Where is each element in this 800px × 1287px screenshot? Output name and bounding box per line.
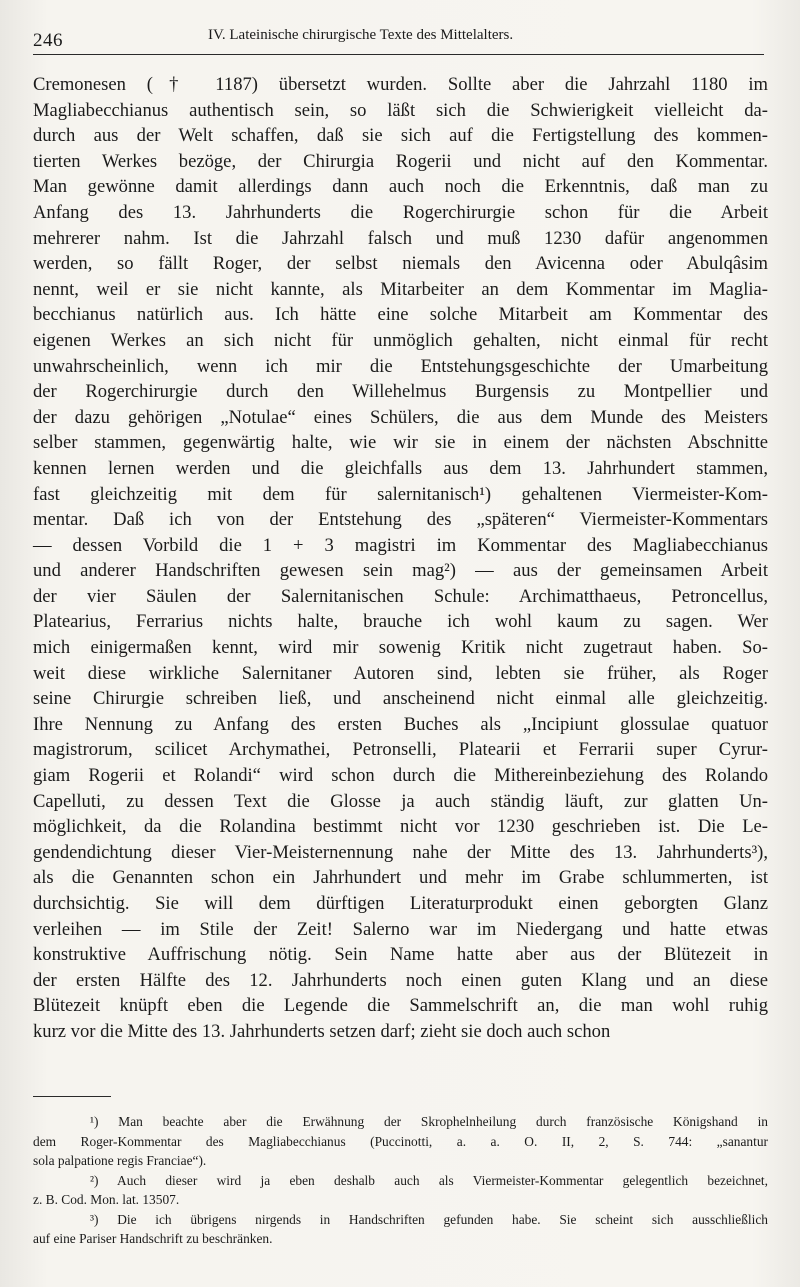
body-line: mehrerer nahm. Ist die Jahrzahl falsch und muß 1230 dafür angenommen	[33, 227, 768, 249]
body-line: Blütezeit knüpft eben die Legende die Sammelschrift an, die man wohl ruhig	[33, 995, 768, 1017]
body-line: und anderer Handschriften gewesen sein mag²) — aus der gemeinsamen Arbeit	[33, 560, 768, 582]
body-line: Platearius, Ferrarius nichts halte, brauche ich wohl kaum zu sagen. Wer	[33, 611, 768, 633]
body-line: unwahrscheinlich, wenn ich mir die Entstehungsgeschichte der Umarbeitung	[33, 355, 768, 377]
body-line: becchianus natürlich aus. Ich hätte eine solche Mitarbeit am Kommentar des	[33, 304, 768, 326]
body-line: der ersten Hälfte des 12. Jahrhunderts noch einen guten Klang und an diese	[33, 969, 768, 991]
body-line: Man gewönne damit allerdings dann auch noch die Erkenntnis, daß man zu	[33, 176, 768, 198]
body-line: Capelluti, zu dessen Text die Glosse ja auch ständig läuft, zur glatten Un-	[33, 790, 768, 812]
footnote-1-end: sola palpatione regis Franciae“).	[33, 1153, 207, 1168]
running-head: IV. Lateinische chirurgische Texte des Mittelalters.	[208, 27, 514, 43]
footnote-3-end: auf eine Pariser Handschrift zu beschränken.	[33, 1231, 273, 1246]
body-line: magistrorum, scilicet Archymathei, Petronselli, Platearii et Ferrarii super Cyrur-	[33, 739, 768, 761]
body-line: nennt, weil er sie nicht kannte, als Mitarbeiter an dem Kommentar im Maglia-	[33, 278, 768, 300]
footnote-2: ²) Auch dieser wird ja eben deshalb auch als Viermeister-Kommentar gelegentlich bezeichnet,	[90, 1172, 768, 1188]
body-line: durchsichtig. Sie will dem dürftigen Literaturprodukt einen geborgten Glanz	[33, 893, 768, 914]
body-line: fast gleichzeitig mit dem für salernitanisch¹) gehaltenen Viermeister-Kom-	[33, 483, 768, 505]
body-line: selber stammen, gegenwärtig halte, wie wir sie in einem der nächsten Abschnitte	[33, 432, 768, 454]
body-line: der dazu gehörigen „Notulae“ eines Schülers, die aus dem Munde des Meisters	[33, 406, 768, 428]
body-line: verleihen — im Stile der Zeit! Salerno war im Niedergang und hatte etwas	[33, 918, 768, 940]
body-line: kennen lernen werden und die gleichfalls aus dem 13. Jahrhundert stammen,	[33, 457, 768, 479]
footnote-3: ³) Die ich übrigens nirgends in Handschriften gefunden habe. Sie scheint sich ausschließlich	[90, 1211, 768, 1227]
footnote-divider	[33, 1096, 111, 1097]
body-line: seine Chirurgie schreiben ließ, und anscheinend nicht einmal alle gleichzeitig.	[33, 688, 768, 710]
body-line: konstruktive Auffrischung nötig. Sein Name hatte aber aus der Blütezeit in	[33, 944, 768, 966]
body-line: Anfang des 13. Jahrhunderts die Rogerchirurgie schon für die Arbeit	[33, 201, 768, 223]
body-line: Magliabecchianus authentisch sein, so läßt sich die Schwierigkeit vielleicht da-	[33, 99, 768, 121]
body-line: der Rogerchirurgie durch den Willehelmus Burgensis zu Montpellier und	[33, 381, 768, 403]
body-line: Ihre Nennung zu Anfang des ersten Buches als „Incipiunt glossulae quatuor	[33, 713, 768, 735]
body-line: möglichkeit, da die Rolandina bestimmt nicht vor 1230 geschrieben ist. Die Le-	[33, 816, 768, 838]
page-header	[33, 24, 764, 55]
body-line: Cremonesen († 1187) übersetzt wurden. Sollte aber die Jahrzahl 1180 im	[33, 74, 768, 95]
footnote-2-end: z. B. Cod. Mon. lat. 13507.	[33, 1192, 180, 1207]
body-line: werden, so fällt Roger, der selbst niemals den Avicenna oder Abulqâsim	[33, 253, 768, 275]
body-line: tierten Werkes bezöge, der Chirurgia Rogerii und nicht auf den Kommentar.	[33, 150, 768, 172]
footnotes	[33, 1112, 768, 1249]
body-line: mentar. Daß ich von der Entstehung des „späteren“ Viermeister-Kommentars	[33, 509, 768, 531]
body-line: als die Genannten schon ein Jahrhundert und mehr im Grabe schlummerten, ist	[33, 867, 768, 889]
body-line: gendendichtung dieser Vier-Meisternennung nahe der Mitte des 13. Jahrhunderts³),	[33, 841, 768, 863]
body-line: — dessen Vorbild die 1 + 3 magistri im Kommentar des Magliabecchianus	[33, 534, 768, 556]
footnote-1-cont: dem Roger-Kommentar des Magliabecchianus (Puccinotti, a. a. O. II, 2, S. 744: „sanantur	[33, 1133, 768, 1149]
body-line: kurz vor die Mitte des 13. Jahrhunderts setzen darf; zieht sie doch auch schon	[33, 1020, 611, 1042]
body-line: mich einigermaßen kennt, wird mir sowenig Kritik nicht zugetraut haben. So-	[33, 637, 768, 659]
body-line: eigenen Werkes an sich nicht für unmöglich gehalten, nicht einmal für recht	[33, 329, 768, 351]
body-line: der vier Säulen der Salernitanischen Schule: Archimatthaeus, Petroncellus,	[33, 585, 768, 607]
footnote-1: ¹) Man beachte aber die Erwähnung der Skrophelnheilung durch französische Königshand in	[90, 1114, 768, 1129]
body-line: durch aus der Welt schaffen, daß sie sich auf die Fertigstellung des kommen-	[33, 125, 768, 147]
body-text	[33, 72, 768, 1045]
body-line: weit diese wirkliche Salernitaner Autoren sind, lebten sie früher, als Roger	[33, 662, 768, 684]
page-number: 246	[33, 30, 63, 51]
body-line: giam Rogerii et Rolandi“ wird schon durch die Mithereinbeziehung des Rolando	[33, 765, 768, 787]
